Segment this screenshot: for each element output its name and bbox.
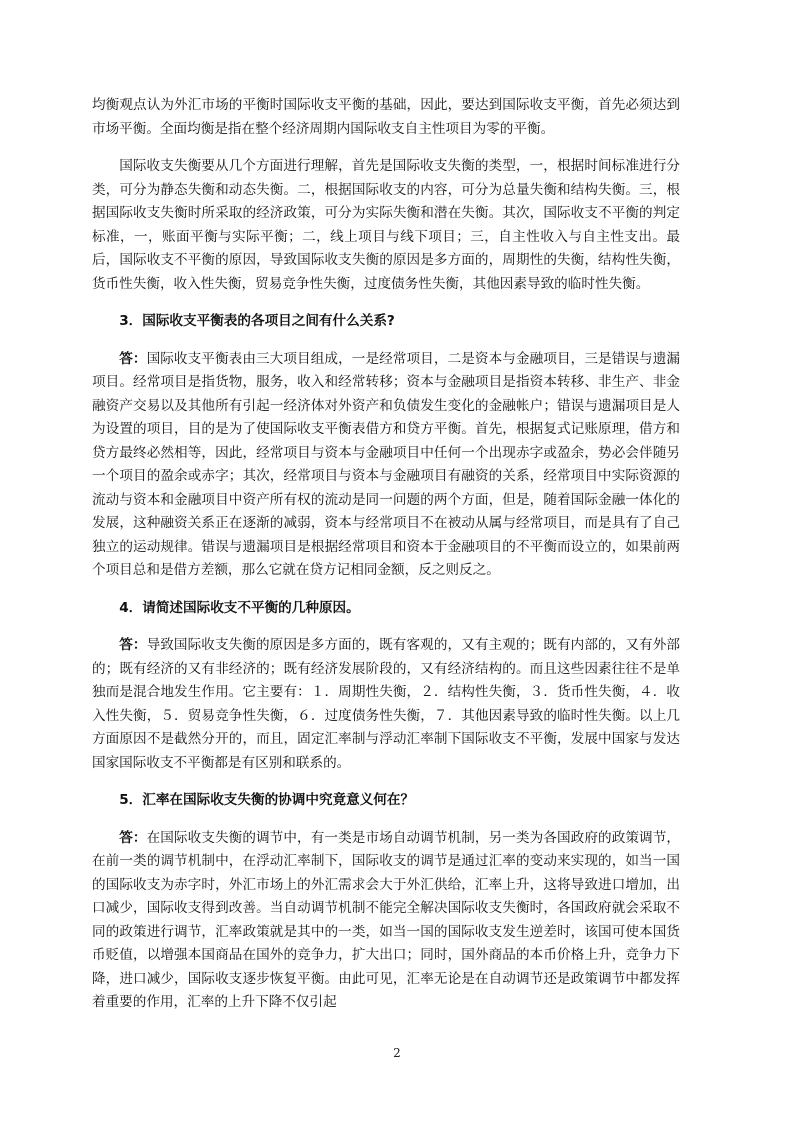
answer-label: 答： <box>119 350 147 367</box>
answer-label: 答： <box>119 637 147 653</box>
page-content <box>92 94 680 1029</box>
answer-4 <box>92 634 680 775</box>
answer-5 <box>92 827 680 1015</box>
question-4-heading: 4．请简述国际收支不平衡的几种原因。 <box>119 599 360 616</box>
question-5-heading: 5．汇率在国际收支失衡的协调中究竟意义何在？ <box>119 792 415 808</box>
answer-3 <box>92 348 680 583</box>
answer-3-text: 国际收支平衡表由三大项目组成，一是经常项目，二是资本与金融项目，三是错误与遗漏项目。经常项目是指货物，服务，收入和经常转移；资本与金融项目是指资本转移、非生产、非金融资产交易以及其他所有引起一经济体对外资产和负债发生变化的金融帐户；错误与遗漏项目是人为设置的项目，目的是为了使国际收支平衡表借方和贷方平衡。首先，根据复式记账原理，借方和贷方最终必然相等，因此，经常项目与资本与金融项目中任何一个出现赤字或盈余，势必会伴随另一个项目的盈余或赤字；其次，经常项目与资本与金融项目有融资的关系，经常项目中实际资源的流动与资本和金融项目中资产所有权的流动是同一问题的两个方面，但是，随着国际金融一体化的发展，这种融资关系正在逐渐的减弱，资本与经常项目不在被动从属与经常项目，而是具有了自己独立的运动规律。错误与遗漏项目是根据经常项目和资本于金融项目的不平衡而设立的，如果前两个项目总和是借方差额，那么它就在贷方记相同金额，反之则反之。 <box>92 350 681 578</box>
paragraph-continuation: 均衡观点认为外汇市场的平衡时国际收支平衡的基础，因此，要达到国际收支平衡，首先必须达到市场平衡。全面均衡是指在整个经济周期内国际收支自主性项目为零的平衡。 <box>92 97 680 137</box>
answer-5-text: 在国际收支失衡的调节中，有一类是市场自动调节机制，另一类为各国政府的政策调节，在前一类的调节机制中，在浮动汇率制下，国际收支的调节是通过汇率的变动来实现的，如当一国的国际收支为赤字时，外汇市场上的外汇需求会大于外汇供给，汇率上升，这将导致进口增加，出口减少，国际收支得到改善。当自动调节机制不能完全解决国际收支失衡时，各国政府就会采取不同的政策进行调节，汇率政策就是其中的一类，如当一国的国际收支发生逆差时，该国可使本国货币贬值，以增强本国商品在国外的竞争力，扩大出口；同时，国外商品的本币价格上升，竞争力下降，进口减少，国际收支逐步恢复平衡。由此可见，汇率无论是在自动调节还是政策调节中都发挥着重要的作用，汇率的上升下降不仅引起 <box>92 829 681 1010</box>
question-3-heading: 3．国际收支平衡表的各项目之间有什么关系? <box>119 313 395 329</box>
answer-label: 答： <box>119 829 147 846</box>
page-number: 2 <box>393 1046 401 1060</box>
paragraph-imbalance-overview: 国际收支失衡要从几个方面进行理解，首先是国际收支失衡的类型，一，根据时间标准进行分类，可分为静态失衡和动态失衡。二，根据国际收支的内容，可分为总量失衡和结构失衡。三，根据国际收支失衡时所采取的经济政策，可分为实际失衡和潜在失衡。其次，国际收支不平衡的判定标准，一，账面平衡与实际平衡；二，线上项目与线下项目；三，自主性收入与自主性支出。最后，国际收支不平衡的原因，导致国际收支失衡的原因是多方面的，周期性的失衡，结构性失衡，货币性失衡，收入性失衡，贸易竞争性失衡，过度债务性失衡，其他因素导致的临时性失衡。 <box>92 158 680 292</box>
answer-4-text: 导致国际收支失衡的原因是多方面的，既有客观的，又有主观的；既有内部的，又有外部的；既有经济的又有非经济的；既有经济发展阶段的，又有经济结构的。而且这些因素往往不是单独而是混合地发生作用。它主要有：１．周期性失衡，２．结构性失衡，３．货币性失衡，４．收入性失衡，５．贸易竞争性失衡，６．过度债务性失衡，７．其他因素导致的临时性失衡。以上几方面原因不是截然分开的，而且，固定汇率制与浮动汇率制下国际收支不平衡，发展中国家与发达国家国际收支不平衡都是有区别和联系的。 <box>92 637 681 771</box>
